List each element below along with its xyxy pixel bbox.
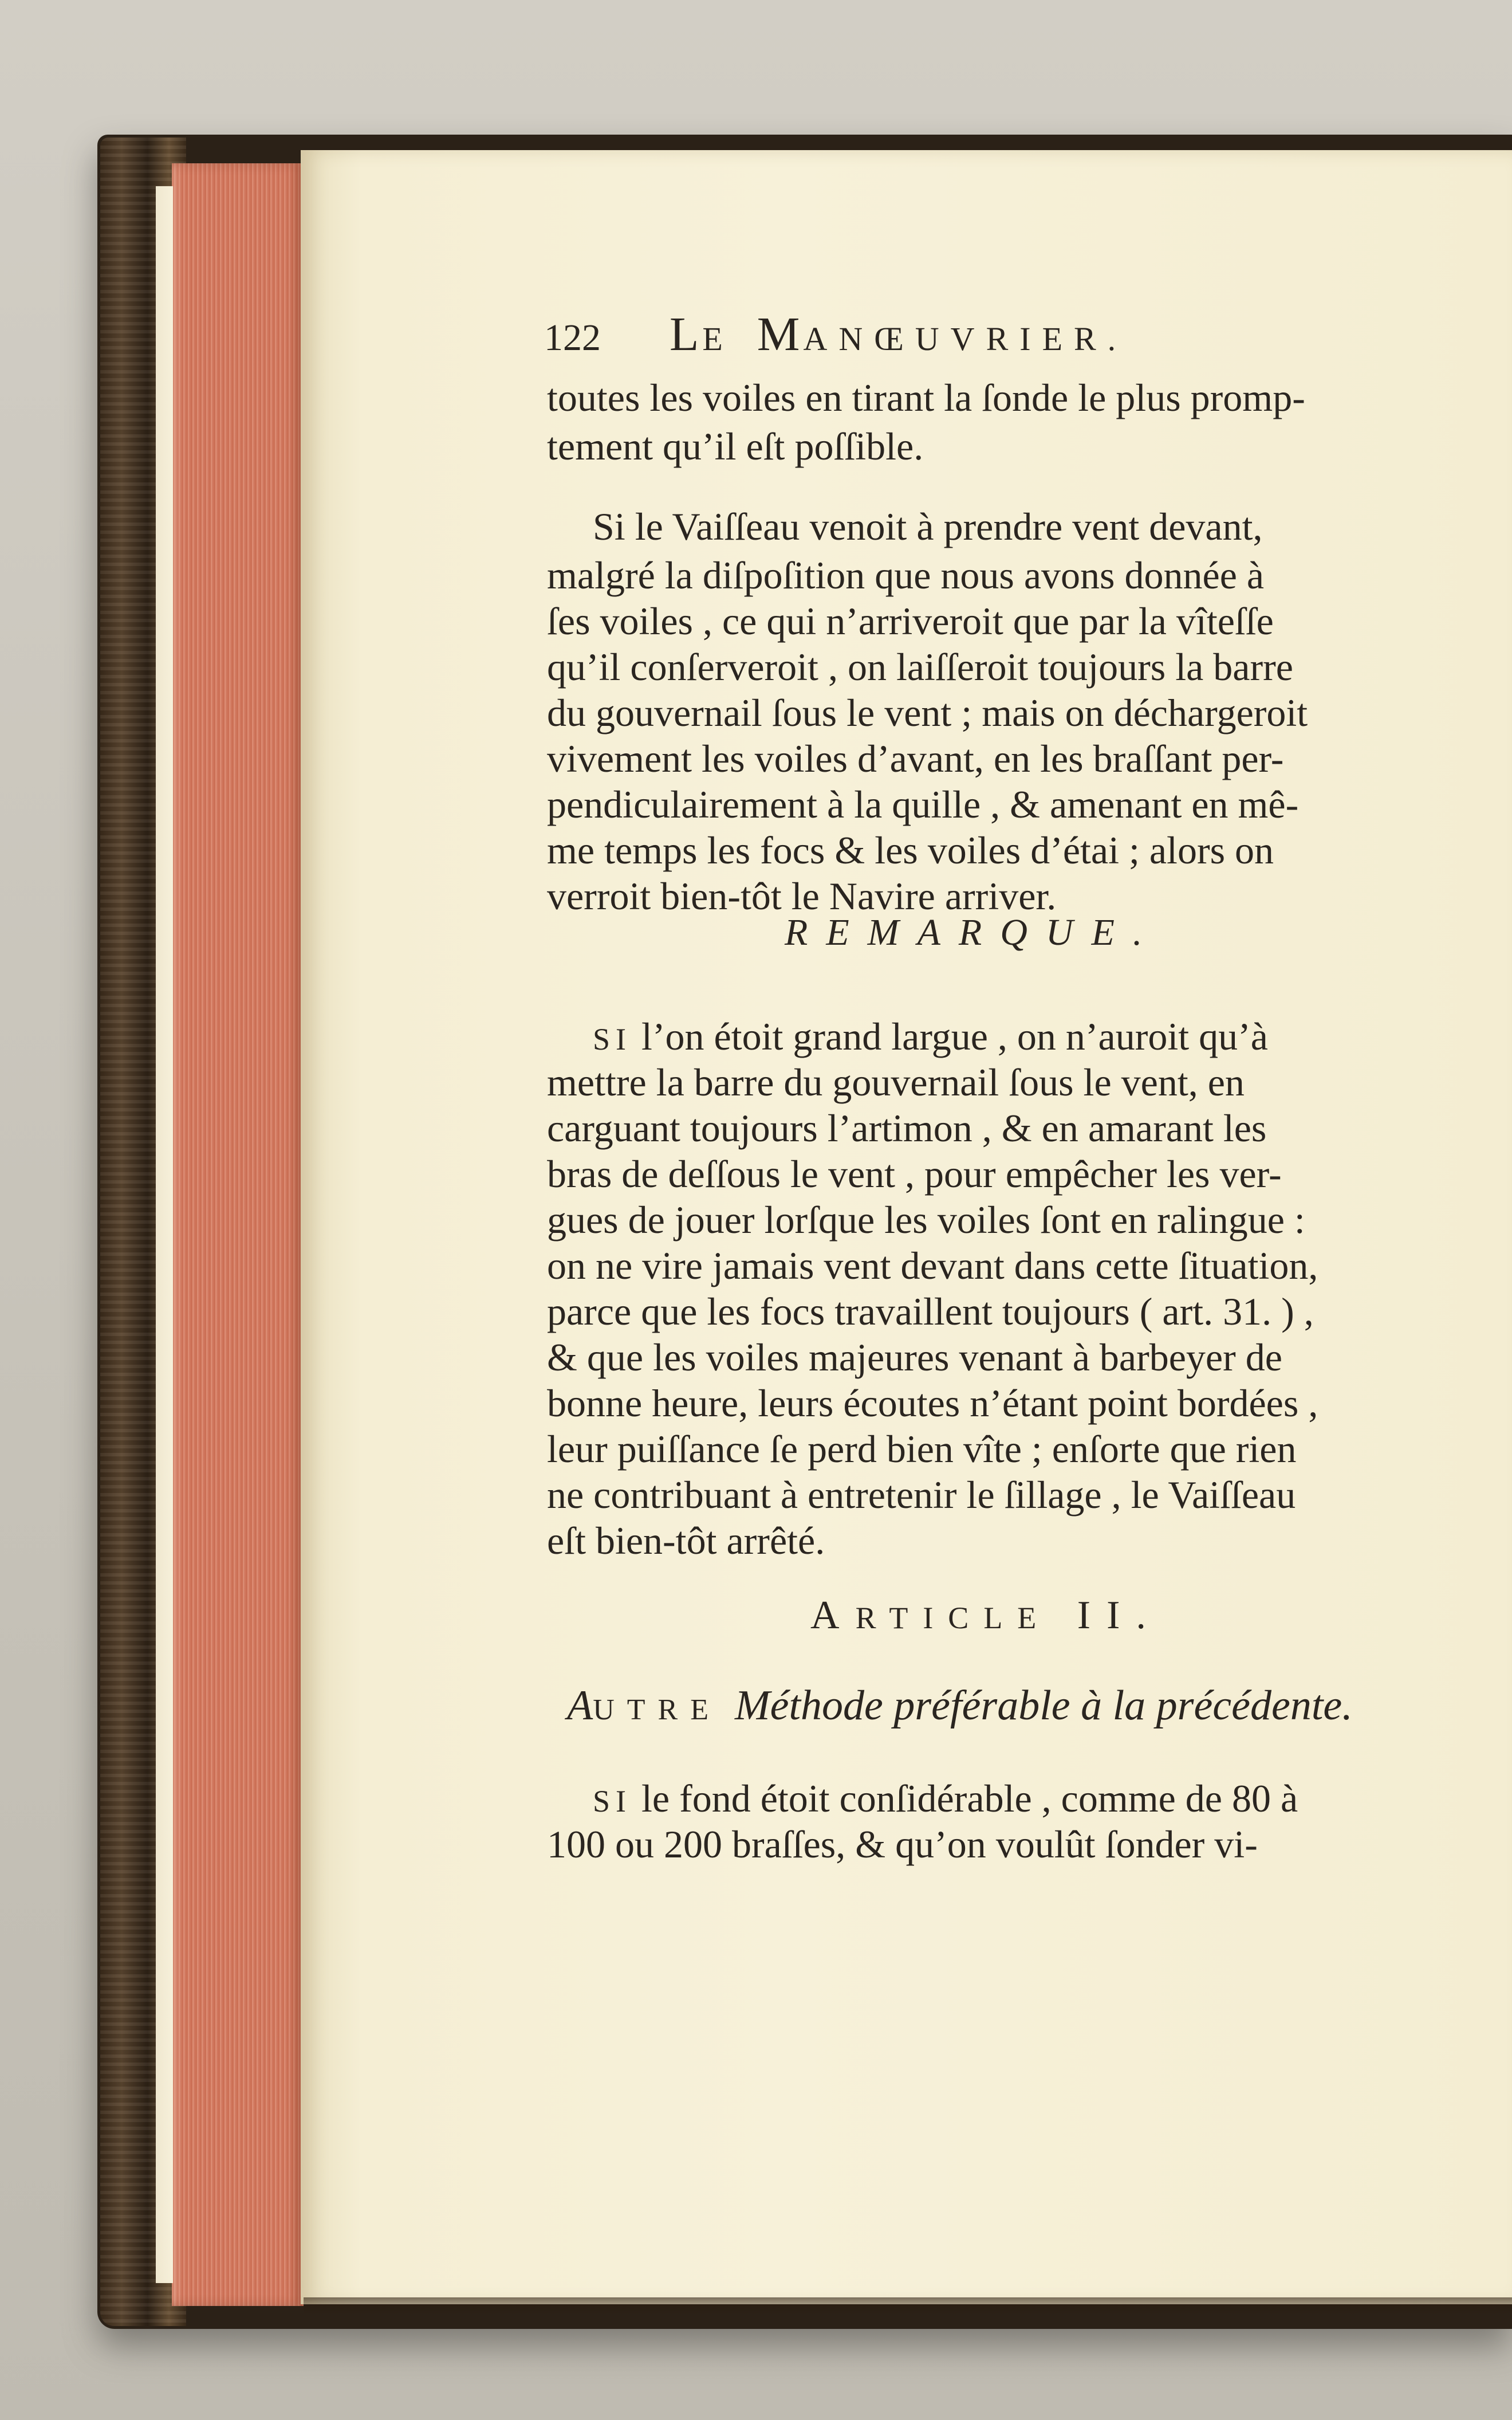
text-line: Si le Vaiſſeau venoit à prendre vent devant, — [593, 505, 1263, 548]
text-line: parce que les focs travaillent toujours ( art. 31. ) , — [547, 1290, 1314, 1333]
text-line: leur puiſſance ſe perd bien vîte ; enſorte que rien — [547, 1427, 1297, 1471]
dropcap: SI — [593, 1784, 632, 1818]
dropcap: SI — [593, 1022, 632, 1056]
text-line: vivement les voiles d’avant, en les braſſant per- — [547, 737, 1284, 780]
text-line: bras de deſſous le vent , pour empêcher les ver- — [547, 1152, 1282, 1196]
autre-initial: A — [567, 1682, 593, 1729]
running-head-rest-1: E — [702, 320, 734, 358]
article-initial: A — [810, 1593, 856, 1637]
text-line: me temps les focs & les voiles d’étai ; alors on — [547, 828, 1274, 872]
text-line-rest: le fond étoit conſidérable , comme de 80 à — [641, 1777, 1298, 1820]
text-line: 100 ou 200 braſſes, & qu’on voulût ſonder vi- — [547, 1822, 1258, 1866]
text-line: qu’il conſerveroit , on laiſſeroit toujours la barre — [547, 645, 1293, 689]
text-line: malgré la diſpoſition que nous avons donnée à — [547, 553, 1265, 597]
text-line — [593, 1014, 1268, 1059]
text-line: tement qu’il eſt poſſible. — [547, 425, 924, 468]
autre-rest: Méthode préférable à la précédente. — [734, 1682, 1353, 1729]
text-line: verroit bien-tôt le Navire arriver. — [547, 874, 1057, 918]
page-edges-red — [172, 163, 304, 2306]
text-line: & que les voiles majeures venant à barbeyer de — [547, 1335, 1282, 1379]
running-head-initial-2: M — [757, 308, 804, 361]
text-line: mettre la barre du gouvernail ſous le vent, en — [547, 1060, 1245, 1104]
running-head — [544, 307, 1127, 362]
text-line: eſt bien-tôt arrêté. — [547, 1519, 825, 1562]
text-line: ſes voiles , ce qui n’arriveroit que par la vîteſſe — [547, 599, 1274, 643]
text-line: toutes les voiles en tirant la ſonde le plus promp- — [547, 376, 1305, 419]
article-rest: RTICLE — [855, 1601, 1052, 1635]
text-line: on ne vire jamais vent devant dans cette ſituation, — [547, 1244, 1318, 1287]
text-line: carguant toujours l’artimon , & en amarant les — [547, 1106, 1267, 1150]
text-line: ne contribuant à entretenir le ſillage , le Vaiſſeau — [547, 1473, 1296, 1517]
autre-smallcaps: UTRE — [593, 1694, 721, 1726]
subheading-autre — [567, 1682, 1353, 1730]
article-numeral: II. — [1077, 1593, 1162, 1637]
page-number: 122 — [544, 317, 601, 359]
text-line: gues de jouer lorſque les voiles ſont en ralingue : — [547, 1198, 1305, 1242]
section-heading-remarque: REMARQUE. — [785, 912, 1161, 953]
text-line: du gouvernail ſous le vent ; mais on déchargeroit — [547, 691, 1308, 734]
text-line — [593, 1776, 1298, 1821]
running-head-initial-1: L — [670, 308, 703, 361]
text-line-rest: l’on étoit grand largue , on n’auroit qu’à — [641, 1015, 1268, 1058]
text-line: pendiculairement à la quille , & amenant en mê- — [547, 783, 1299, 826]
page-shadow — [304, 2297, 1512, 2315]
text-line: bonne heure, leurs écoutes n’étant point bordées , — [547, 1381, 1318, 1425]
running-head-rest-2: ANŒUVRIER. — [803, 320, 1128, 358]
article-heading — [810, 1593, 1162, 1639]
